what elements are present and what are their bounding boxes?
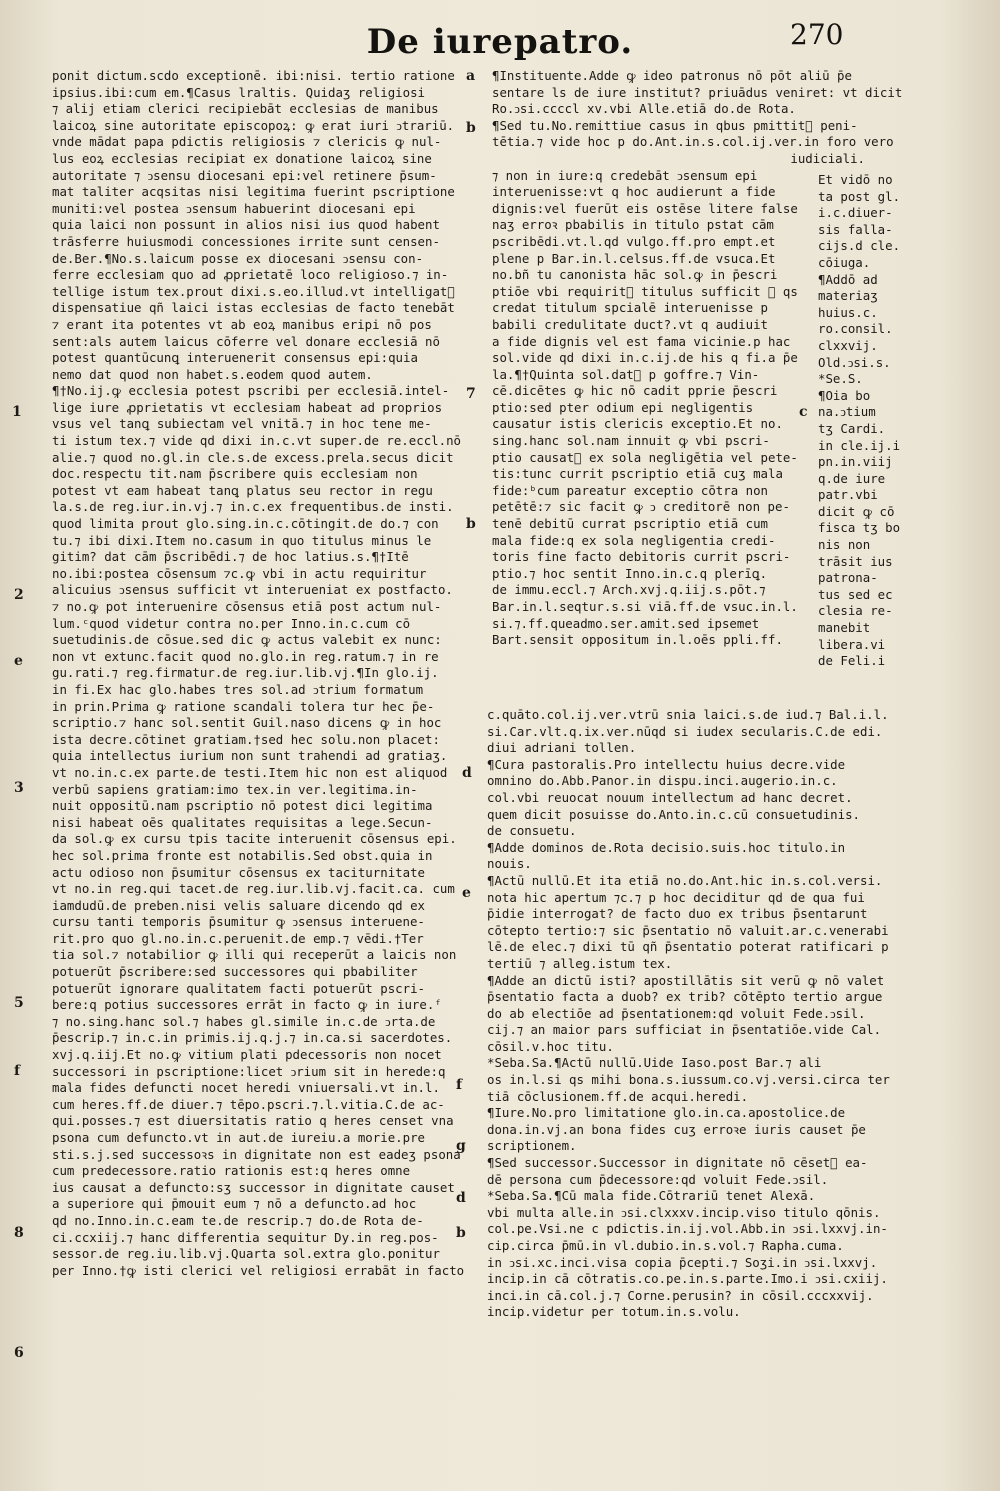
margin-marker: 6 — [14, 1345, 24, 1361]
margin-marker: e — [14, 653, 23, 669]
margin-marker: e — [462, 885, 471, 901]
margin-marker: b — [456, 1225, 466, 1241]
marginal-note-column: Et vidō no ta post gl. i.c.diuer- sis falla- cijs.d cle. cōiuga. ¶Addō ad materiaʒ huius.c. ro.consil. clxxvij. Old.ↄsi.s. *Se.S. ¶Oia bo na.ↄtium tʒ Cardi. in cle.ij.i pn.in.viij q.de iure patr.vbi dicit ꝙ cō fisca tʒ bo nis non trāsit ius patrona- tus sed ec clesia re- manebit libera.vi de Feli.i — [818, 172, 901, 669]
margin-marker: d — [456, 1190, 466, 1206]
margin-marker: 8 — [14, 1225, 24, 1241]
left-text-column: ponit dictum.scdo exceptionē. ibi:nisi. tertio ratione ipsius.ibi:cum em.¶Casus lraltis. Quidaʒ religiosi ⁊ alij etiam clerici recipiebāt ecclesias de manibus laicoꝝ sine autoritate episcopoꝝ: ꝙ erat iuri ↄtrariū. vnde mādat papa pdictis religiosis ⁊ clericis ꝙ nul- lus eoꝝ ecclesias recipiat ex donatione laicoꝝ sine autoritate ⁊ ↄsensu diocesani epi:vel retinere p̄sum- mat taliter acqsitas nisi legitima fuerint pscriptione muniti:vel postea ↄsensum habuerint diocesani epi quia laici non possunt in alios nisi ius quod habent trāsferre huiusmodi concessiones irrite sunt censen- de.Ber.¶No.s.laicum posse ex diocesani ↄsensu con- ferre ecclesiam quo ad ꝓprietatē loco religioso.⁊ in- tellige istum tex.prout dixi.s.eo.illud.vt intelligatᷣ dispensatiue qñ laici istas ecclesias de facto tenebāt ⁊ erant ita potentes vt ab eoꝝ manibus eripi nō pos sent:als autem laicus cōferre vel donare ecclesiā nō potest quantūcunꝗ interuenerit consensus epi:quia nemo dat quod non habet.s.eodem quod autem. ¶†No.ij.ꝙ ecclesia potest pscribi per ecclesiā.intel- lige iure ꝓprietatis vt ecclesiam habeat ad proprios vsus vel tanꝗ subiectam vel vnitā.⁊ in hoc tene me- ti istum tex.⁊ vide qd dixi in.c.vt super.de re.eccl.nō alie.⁊ quod no.gl.in cle.s.de excess.prela.secus dicit doc.respectu tit.nam p̄scribere quis ecclesiam non potest vt eam habeat tanꝗ platus seu rector in regu la.s.de reg.iur.in.vj.⁊ in.c.ex frequentibus.de insti. quod limita prout glo.sing.in.c.cōtingit.de do.⁊ con tu.⁊ ibi dixi.Item no.casum in quo titulus minus le gitim? dat cām p̄scribēdi.⁊ de hoc latius.s.¶†Itē no.ibi:postea cōsensum ⁊c.ꝙ vbi in actu requiritur alicuius ↄsensus sufficit vt interueniat ex postfacto. ⁊ no.ꝙ pot interuenire cōsensus etiā post actum nul- lum.ᶜquod videtur contra no.per Inno.in.c.cum cō suetudinis.de cōsue.sed dic ꝙ actus valebit ex nunc: non vt extunc.facit quod no.glo.in reg.ratum.⁊ in re gu.rati.⁊ reg.firmatur.de reg.iur.lib.vj.¶In glo.ij. in fi.Ex hac glo.habes tres sol.ad ↄtrium formatum in prin.Prima ꝙ ratione scandali tolera tur hec p̄e- scriptio.⁊ hanc sol.sentit Guil.naso dicens ꝙ in hoc ista decre.cōtinet gratiam.†sed hec solu.non placet: quia intellectus iurium non sunt trahendi ad gratiaʒ. vt no.in.c.ex parte.de testi.Item hic non est aliquod verbū sapiens gratiam:imo tex.in ver.legitima.in- nuit oppositū.nam pscriptio nō potest dici legitima nisi habeat oēs qualitates requisitas a lege.Secun- da sol.ꝙ ex cursu tpis tacite interuenit cōsensus epi. hec sol.prima fronte est notabilis.Sed obst.quia in actu odioso non p̄sumitur cōsensus ex taciturnitate vt no.in reg.qui tacet.de reg.iur.lib.vj.facit.ca. cum iamdudū.de preben.nisi velis saluare dicendo qd ex cursu tanti temporis p̄sumitur ꝙ ↄsensus interuene- rit.pro quo gl.no.in.c.peruenit.de emp.⁊ vēdi.†Ter tia sol.⁊ notabilior ꝙ illi qui receperūt a laicis non potuerūt p̄scribere:sed successores qui pbabiliter potuerūt ignorare qualitatem facti potuerūt pscri- bere:q potius successores errāt in facto ꝙ in iure.ᶠ ⁊ no.sing.hanc sol.⁊ habes gl.simile in.c.de ↄrta.de p̄escrip.⁊ in.c.in primis.ij.q.j.⁊ in.ca.si sacerdotes. xvj.q.iij.Et no.ꝙ vitium plati pdecessoris non nocet successori in pscriptione:licet ↄrium sit in herede:q mala fides defuncti nocet heredi vniuersali.vt in.l. cum heres.ff.de diuer.⁊ tēpo.pscri.⁊.l.vitia.C.de ac- qui.posses.⁊ est diuersitatis ratio q heres censet vna psona cum defuncto.vt in aut.de iureiu.a morie.pre sti.s.j.sed successoꝛs in dignitate non est eadeʒ psona cum predecessore.ratio rationis est:q heres omne ius causat a defuncto:sʒ successor in dignitate causet a superiore qui p̄mouit eum ⁊ nō a defuncto.ad hoc qd no.Inno.in.c.eam te.de rescrip.⁊ do.de Rota de- ci.ccxiij.⁊ hanc differentia sequitur Dy.in reg.pos- sessor.de reg.iu.lib.vj.Quarta sol.extra glo.ponitur per Inno.†ꝙ isti clerici vel religiosi errabāt in facto — [52, 68, 465, 1278]
margin-marker: 2 — [14, 587, 24, 603]
right-lower-text-column: c.quāto.col.ij.ver.vtrū snia laici.s.de iud.⁊ Bal.i.l. si.Car.vlt.q.ix.ver.nūqd si iudex secularis.C.de edi. diui adriani tollen. ¶Cura pastoralis.Pro intellectu huius decre.vide omnino do.Abb.Panor.in dispu.inci.augerio.in.c. col.vbi reuocat nouum intellectum ad hanc decret. quem dicit posuisse do.Anto.in.c.cū consuetudinis. de consuetu. ¶Adde dominos de.Rota decisio.suis.hoc titulo.in nouis. ¶Actū nullū.Et ita etiā no.do.Ant.hic in.s.col.versi. nota hic apertum ⁊c.⁊ p hoc deciditur qd de qua fui p̄idie interrogat? de facto duo ex tribus p̄sentarunt cōtepto tertio:⁊ sic p̄sentatio nō valuit.ar.c.venerabi lē.de elec.⁊ dixi tū qñ p̄sentatio poterat ratificari p tertiū ⁊ alleg.istum tex. ¶Adde an dictū isti? apostillātis sit verū ꝙ nō valet p̄sentatio facta a duob? ex trib? cōtēpto tertio argue do ab electiōe ad p̄sentationem:qd voluit Fede.ↄsil. cij.⁊ an maior pars sufficiat in p̄sentatiōe.vide Cal. cōsil.v.hoc titu. *Seba.Sa.¶Actū nullū.Uide Iaso.post Bar.⁊ ali os in.l.si qs mihi bona.s.iussum.co.vj.versi.circa ter tiā cōclusionem.ff.de acqui.heredi. ¶Iure.No.pro limitatione glo.in.ca.apostolice.de dona.in.vj.an bona fides cuʒ erroꝛe iuris causet p̄e scriptionem. ¶Sed successor.Successor in dignitate nō cēsetᷣ ea- dē persona cum p̄decessore:qd voluit Fede.ↄsil. *Seba.Sa.¶Cū mala fide.Cōtrariū tenet Alexā. vbi multa alle.in ↄsi.clxxxv.incip.viso titulo qōnis. col.pe.Vsi.ne c pdictis.in.ij.vol.Abb.in ↄsi.lxxvj.in- cip.circa p̄mū.in vl.dubio.in.s.vol.⁊ Rapha.cuma. in ↄsi.xc.inci.visa copia p̄cepti.⁊ Soʒi.in ↄsi.lxxvj. incip.in cā cōtratis.co.pe.in.s.parte.Imo.i ↄsi.cxiij. inci.in cā.col.j.⁊ Corne.perusin? in cōsil.cccxxvij. incip.videtur per totum.in.s.volu. — [487, 707, 890, 1320]
margin-marker: 5 — [14, 995, 24, 1011]
margin-marker: f — [456, 1077, 463, 1093]
margin-marker: f — [14, 1063, 21, 1079]
margin-marker: c — [799, 404, 808, 420]
running-title: De iurepatro. — [366, 22, 634, 62]
margin-marker: 1 — [12, 404, 22, 420]
right-text-column: ¶Instituente.Adde ꝙ ideo patronus nō pōt aliū p̄e sentare ls de iure institut? priuādus veniret: vt dicit Ro.ↄsi.ccccl xv.vbi Alle.etiā do.de Rota. ¶Sed tu.No.remittiue casus in qbus pmittitᷣ peni- tētia.⁊ vide hoc p do.Ant.in.s.col.ij.ver.in foro vero iudiciali. ⁊ non in iure:q credebāt ↄsensum epi interuenisse:vt q hoc audierunt a fide dignis:vel fuerūt eis ostēse litere false naʒ erroꝛ pbabilis in titulo pstat cām pscribēdi.vt.l.qd vulgo.ff.pro empt.et plene p Bar.in.l.celsus.ff.de vsuca.Et no.bñ tu canonista hāc sol.ꝙ in p̄escri ptiōe vbi requiritᷣ titulus sufficit ꝙ qs credat titulum spcialē interuenisse p babili credulitate duct?.vt q audiuit a fide dignis vel est fama vicinie.p hac sol.vide qd dixi in.c.ij.de his q fi.a p̄e la.¶†Quinta sol.datᷣ p goffre.⁊ Vin- cē.dicētes ꝙ hic nō cadit pprie p̄escri ptio:sed pter odium epi negligentis causatur istis clericis exceptio.Et no. sing.hanc sol.nam innuit ꝙ vbi pscri- ptio causatᷣ ex sola negligētia vel pete- tis:tunc currit pscriptio etiā cuʒ mala fide:ᵇcum pareatur exceptio cōtra non petētē:⁊ sic facit ꝙ ↄ creditorē non pe- tenē debitū currat pscriptio etiā cum mala fide:q ex sola negligentia credi- toris fine facto debitoris currit pscri- ptio.⁊ hoc sentit Inno.in.c.q plerīꝗ. de immu.eccl.⁊ Arch.xvj.q.iij.s.pōt.⁊ Bar.in.l.seqtur.s.si viā.ff.de vsuc.in.l. si.⁊.ff.queadmo.ser.amit.sed ipsemet Bart.sensit oppositum in.l.oēs ppli.ff. — [492, 68, 903, 648]
margin-marker: d — [462, 765, 472, 781]
margin-marker: b — [466, 516, 476, 532]
margin-marker: a — [466, 68, 476, 84]
margin-marker: b — [466, 120, 476, 136]
margin-marker: g — [456, 1138, 466, 1154]
folio-number: 270 — [790, 18, 844, 51]
margin-marker: 7 — [466, 386, 476, 402]
margin-marker: 3 — [14, 780, 24, 796]
